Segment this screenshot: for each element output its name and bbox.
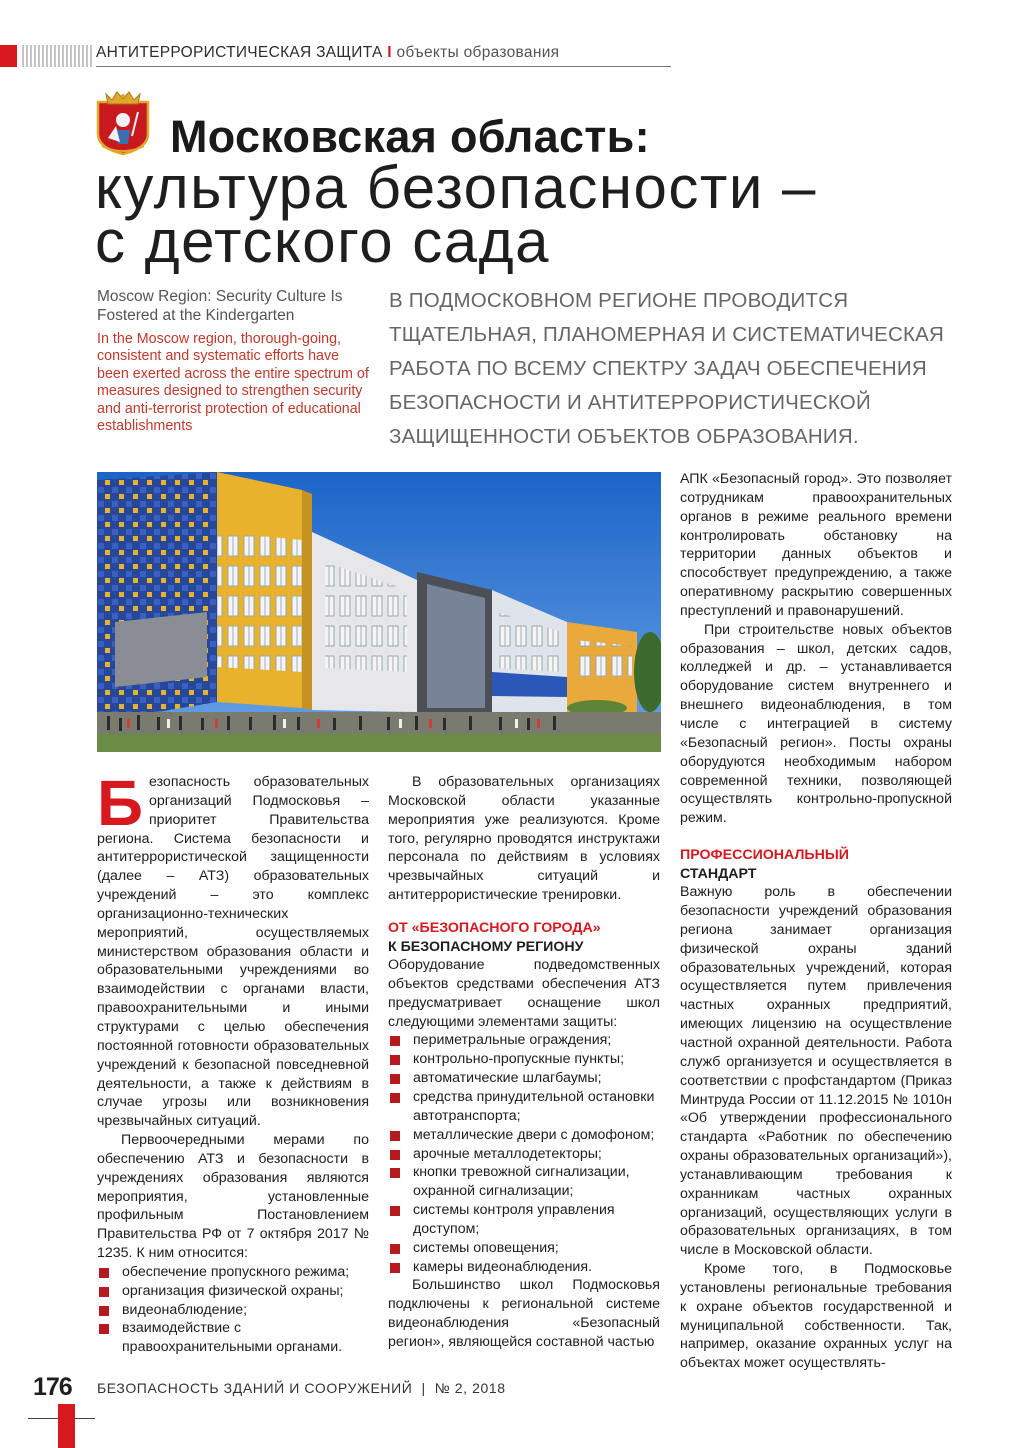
header-red-tab	[0, 45, 17, 67]
list-item: видеонаблюдение;	[97, 1301, 369, 1320]
english-abstract: In the Moscow region, thorough-going, consistent and systematic efforts have been exerted across the entire spectrum of measures designed to strengthen security and anti-terrorist protection of educational establishments	[97, 331, 369, 435]
section-title: АНТИТЕРРОРИСТИЧЕСКАЯ ЗАЩИТА	[96, 44, 383, 61]
list-item: металлические двери с домофоном;	[388, 1126, 660, 1145]
list-item: периметральные ограждения;	[388, 1031, 660, 1050]
subheading	[388, 919, 660, 956]
list-item: арочные металлодетекторы;	[388, 1145, 660, 1164]
paragraph: езопасность образовательных организаций Подмосковья – приоритет Правительства региона. Система безопасности и антитеррористической защищенности (далее – АТЗ) образовательных учреждений – это комплекс организационно-технических мероприятий, осуществляемых министерством образования области и образовательными учреждениями во взаимодействии с органами власти, правоохранительными и иными структурами с целью обеспечения постоянной готовности образовательных учреждений к безопасной повседневной деятельности, а также к действиям в случае угрозы или возникновения чрезвычайных ситуаций.	[97, 774, 369, 1130]
drop-cap: Б	[97, 767, 143, 839]
list-item: средства принудительной остановки автотранспорта;	[388, 1088, 660, 1126]
subheading-black: СТАНДАРТ	[680, 865, 757, 882]
subheading-black: К БЕЗОПАСНОМУ РЕГИОНУ	[388, 938, 584, 955]
subheading-red: ПРОФЕССИОНАЛЬНЫЙ	[680, 847, 849, 864]
paragraph: Оборудование подведомственных объектов средствами обеспечения АТЗ предусматривает оснащение школ следующими элементами защиты:	[388, 957, 660, 1030]
subheading-red: ОТ «БЕЗОПАСНОГО ГОРОДА»	[388, 919, 601, 936]
english-title: Moscow Region: Security Culture Is Fostered at the Kindergarten	[97, 288, 343, 324]
body-column-2	[388, 773, 660, 1352]
paragraph: Первоочередными мерами по обеспечению АТЗ и безопасности в учреждениях образования являются мероприятия, установленные профильным Постановлением Правительства РФ от 7 октября 2017 № 1235. К ним относится:	[97, 1132, 369, 1262]
header-rule	[96, 66, 671, 67]
paragraph: Важную роль в обеспечении безопасности учреждений образования региона занимает организация физической охраны зданий образовательных учреждений, которая осуществляется путем привлечения частных охранных предприятий, имеющих лицензию на осуществление частной охранной деятельности. Работа служб организуется и осуществляется в соответствии с профстандартом (Приказ Минтруда России от 11.12.2015 № 1010н «Об утверждении профессионального стандарта «Работник по обеспечению охраны образовательных организаций»), устанавливающим требования к охранникам частных охранных организаций, осуществляющих услуги в образовательных организациях, в том числе в Московской области.	[680, 884, 952, 1259]
paragraph: При строительстве новых объектов образования – школ, детских садов, колледжей и др. – устанавливается оборудование систем внутреннего и внешнего видеонаблюдения, в том числе с интеграцией в систему «Безопасный регион». Посты охраны оборудуются необходимым набором современной техники, позволяющей осуществлять контрольно-пропускной режим.	[680, 621, 952, 827]
section-separator: I	[387, 44, 392, 61]
subsection-title: объекты образования	[396, 44, 560, 61]
footer-separator: |	[421, 1380, 426, 1396]
page-number: 176	[33, 1373, 72, 1401]
list-item: обеспечение пропускного режима;	[97, 1263, 369, 1282]
list-item: камеры видеонаблюдения.	[388, 1258, 660, 1277]
paragraph: В образовательных организациях Московской области указанные мероприятия уже реализуются. Кроме того, регулярно проводятся инструктажи персонала по действиям в условиях чрезвычайных ситуаций и антитеррористические тренировки.	[388, 774, 660, 904]
paragraph: Кроме того, в Подмосковье установлены региональные требования к охране объектов государственной и муниципальной собственности. Так, например, оказание охранных услуг на объектах может осуществлять-	[680, 1261, 952, 1372]
protection-elements-list	[388, 1031, 660, 1276]
section-header	[96, 44, 559, 62]
list-item: организация физической охраны;	[97, 1282, 369, 1301]
body-column-3	[680, 470, 952, 1373]
issue-number: № 2, 2018	[434, 1380, 506, 1396]
footer-red-bar	[58, 1404, 75, 1448]
article-title-line-3: с детского сада	[95, 208, 551, 275]
paragraph: АПК «Безопасный город». Это позволяет сотрудникам правоохранительных органов в режиме реального времени контролировать обстановку на территории данных объектов и способствует предупреждению, а также оперативному раскрытию совершенных преступлений и правонарушений.	[680, 471, 952, 619]
subheading	[680, 846, 952, 883]
coat-of-arms-icon	[92, 90, 154, 156]
measures-list	[97, 1263, 369, 1357]
header-stripe-decoration	[22, 45, 94, 67]
article-title-line-1: Московская область:	[170, 111, 650, 162]
article-title-line-2: культура безопасности –	[95, 154, 817, 221]
footer-journal	[97, 1380, 506, 1396]
list-item: автоматические шлагбаумы;	[388, 1069, 660, 1088]
journal-title: БЕЗОПАСНОСТЬ ЗДАНИЙ И СООРУЖЕНИЙ	[97, 1380, 413, 1396]
body-column-1	[97, 767, 369, 1357]
paragraph: Большинство школ Подмосковья подключены к региональной системе видеонаблюдения «Безопасный регион», являющейся составной частью	[388, 1277, 660, 1350]
lead-paragraph: В ПОДМОСКОВНОМ РЕГИОНЕ ПРОВОДИТСЯ ТЩАТЕЛЬНАЯ, ПЛАНОМЕРНАЯ И СИСТЕМАТИЧЕСКАЯ РАБОТА ПО ВСЕМУ СПЕКТРУ ЗАДАЧ ОБЕСПЕЧЕНИЯ БЕЗОПАСНОСТИ И АНТИТЕРРОРИСТИЧЕСКОЙ ЗАЩИЩЕННОСТИ ОБЪЕКТОВ ОБРАЗОВАНИЯ.	[389, 289, 945, 448]
list-item: контрольно-пропускные пункты;	[388, 1050, 660, 1069]
school-building-photo	[97, 472, 661, 752]
list-item: системы оповещения;	[388, 1239, 660, 1258]
list-item: системы контроля управления доступом;	[388, 1201, 660, 1239]
list-item: кнопки тревожной сигнализации, охранной сигнализации;	[388, 1163, 660, 1201]
list-item: взаимодействие с правоохранительными органами.	[97, 1319, 369, 1357]
